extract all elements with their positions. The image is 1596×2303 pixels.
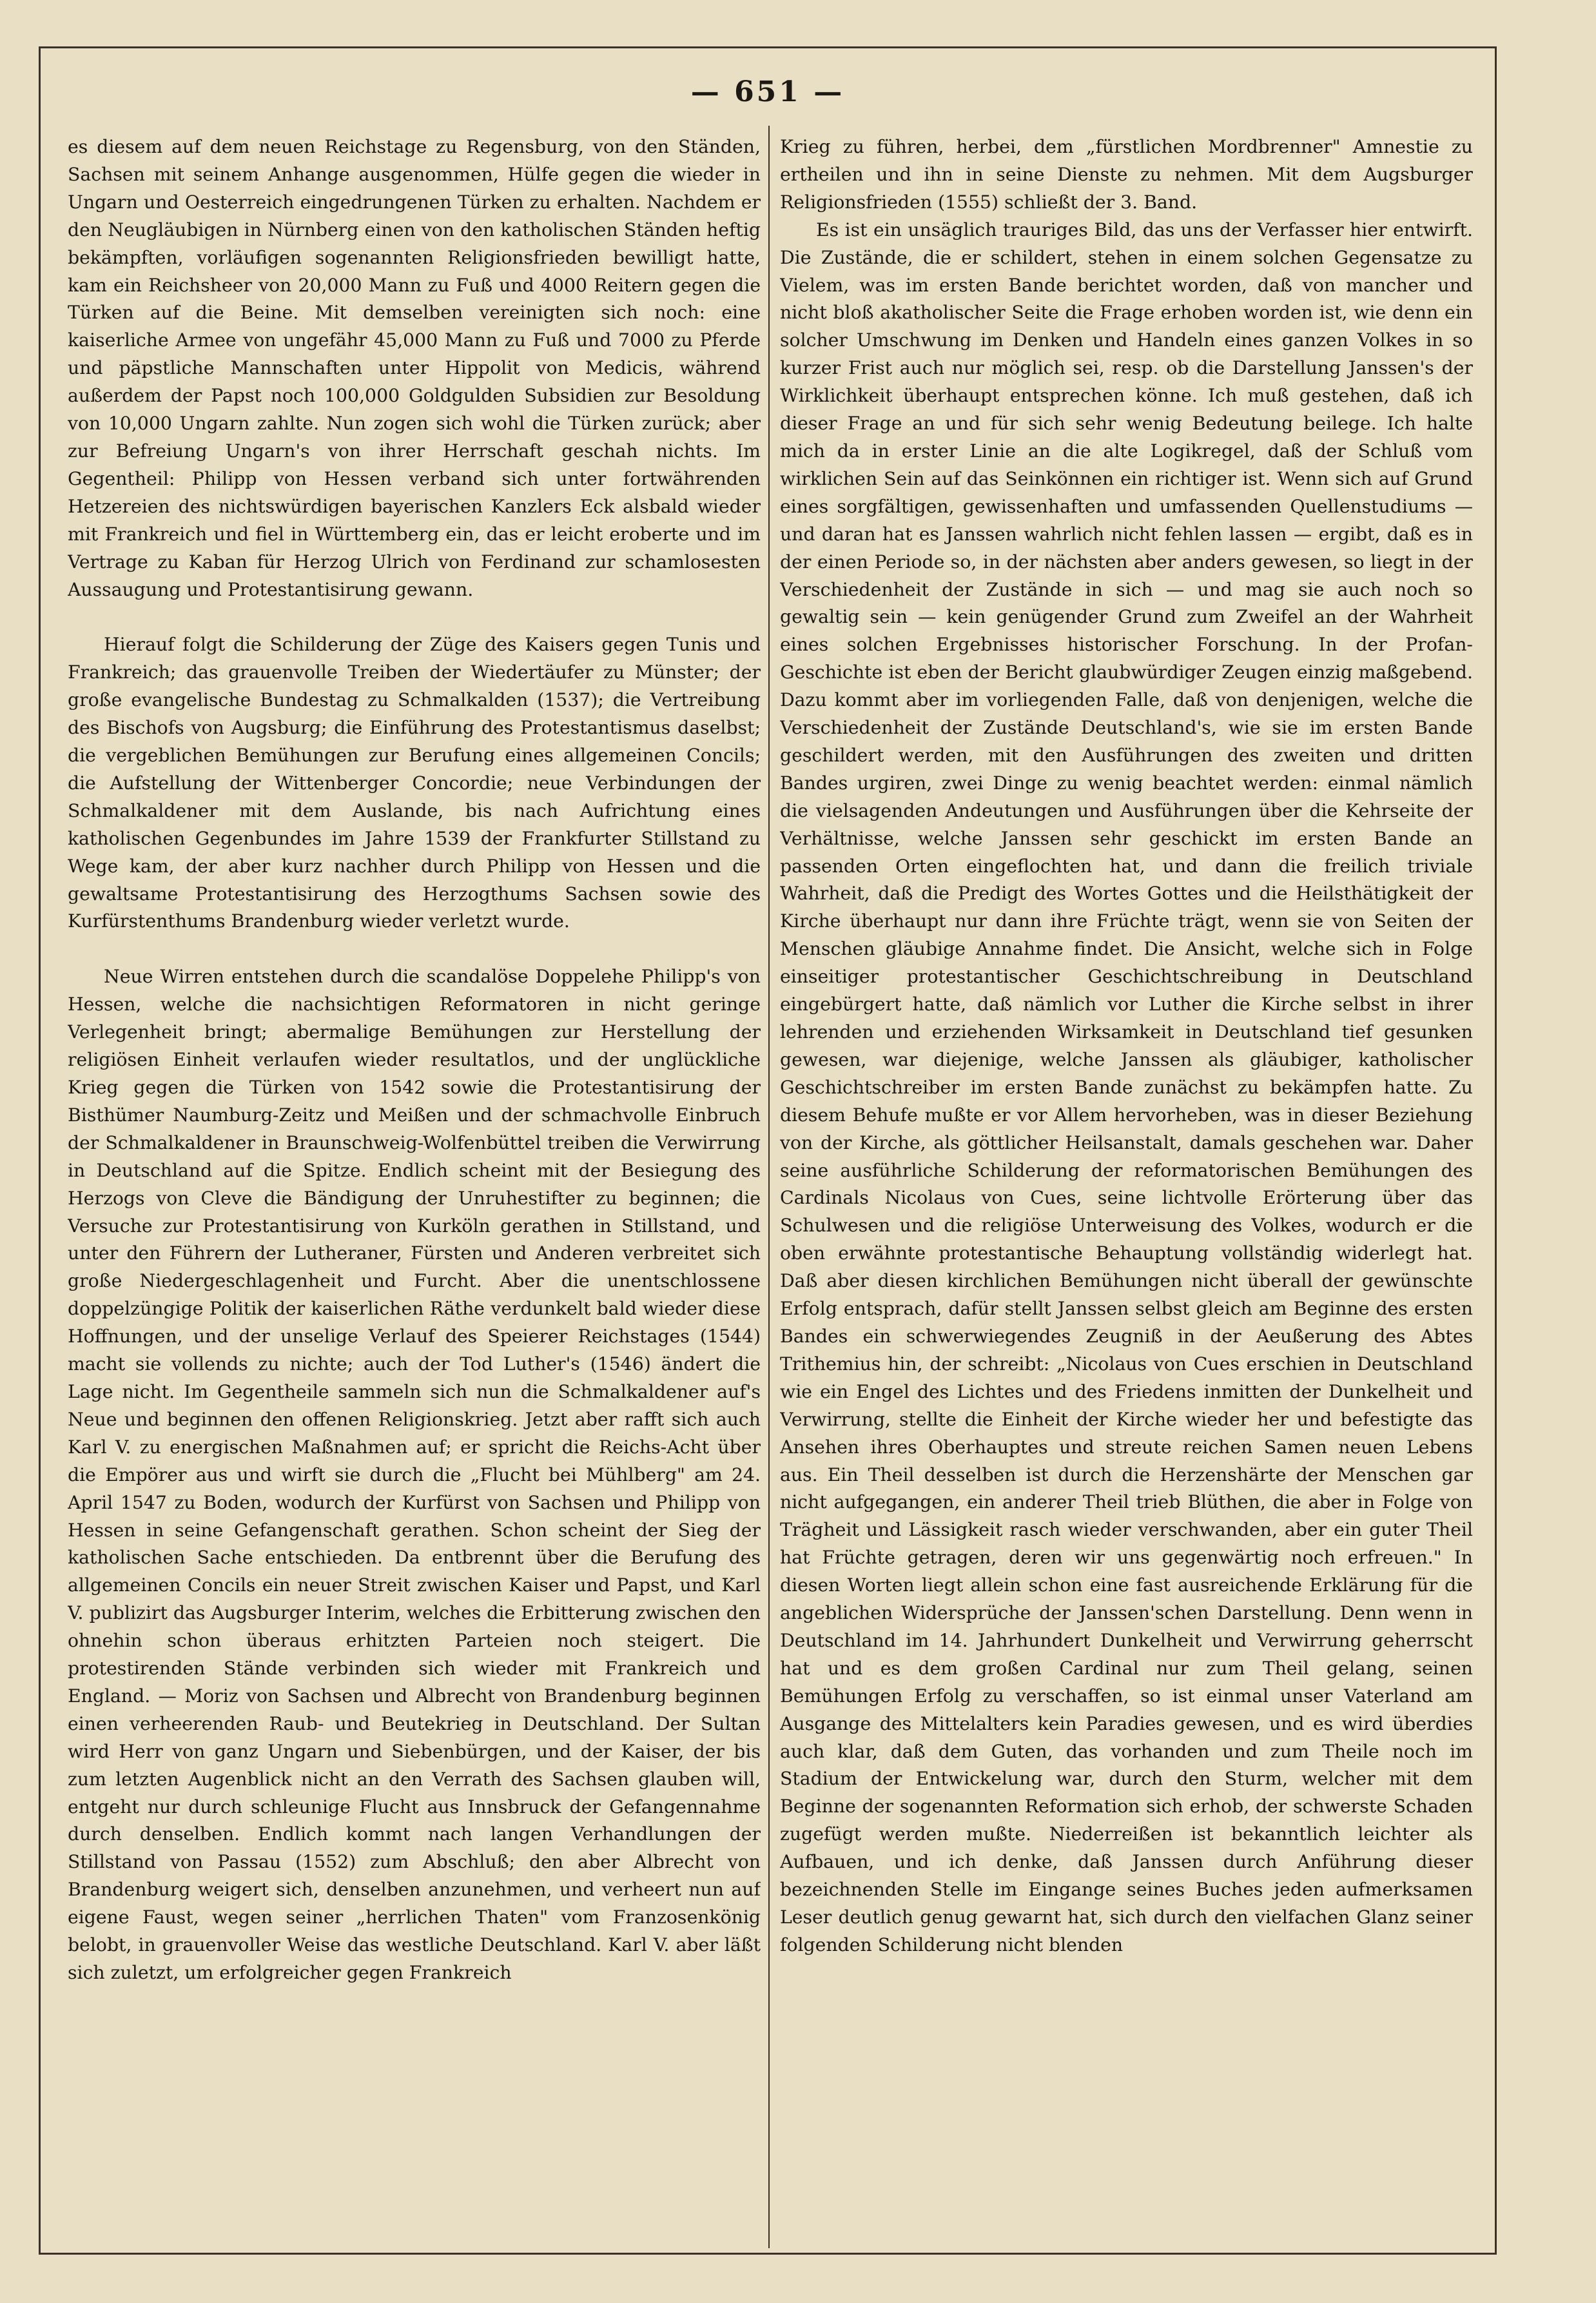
paragraph: Es ist ein unsäglich trauriges Bild, das uns der Verfasser hier entwirft. Die Zustände, die er schildert, stehen in einem solchen Gegensatze zu Vielem, was im ersten Bande berichtet worden, daß von mancher und nicht bloß akatholischer Seite die Frage erhoben worden ist, wie denn ein solcher Umschwung im Denken und Handeln eines ganzen Volkes in so kurzer Frist auch nur möglich sei, resp. ob die Darstellung Janssen's der Wirklichkeit überhaupt entsprechen könne. Ich muß gestehen, daß ich dieser Frage an und für sich sehr wenig Bedeutung beilege. Ich halte mich da in erster Linie an die alte Logikregel, daß der Schluß vom wirklichen Sein auf das Seinkönnen ein richtiger ist. Wenn sich auf Grund eines sorgfältigen, gewissenhaften und umfassenden Quellenstudiums — und daran hat es Janssen wahrlich nicht fehlen lassen — ergibt, daß es in der einen Periode so, in der nächsten aber anders gewesen, so liegt in der Verschiedenheit der Zustände in sich — und mag sie auch noch so gewaltig sein — kein genügender Grund zum Zweifel an der Wahrheit eines solchen Ergebnisses historischer Forschung. In der Profan-Geschichte ist eben der Bericht glaubwürdiger Zeugen einzig maßgebend. Dazu kommt aber im vorliegenden Falle, daß von denjenigen, welche die Verschiedenheit der Zustände Deutschland's, wie sie im ersten Bande geschildert werden, mit den Ausführungen des zweiten und dritten Bandes urgiren, zwei Dinge zu wenig beachtet werden: einmal nämlich die vielsagenden Andeutungen und Ausführungen über die Kehrseite der Verhältnisse, welche Janssen sehr geschickt im ersten Bande an passenden Orten eingeflochten hat, und dann die freilich triviale Wahrheit, daß die Predigt des Wortes Gottes und die Heilsthätigkeit der Kirche überhaupt nur dann ihre Früchte trägt, wenn sie von Seiten der Menschen gläubige Annahme findet. Die Ansicht, welche sich in Folge einseitiger protestantischer Geschichtschreibung in Deutschland eingebürgert hatte, daß nämlich vor Luther die Kirche selbst in ihrer lehrenden und erziehenden Wirksamkeit in Deutschland tief gesunken gewesen, war diejenige, welche Janssen als gläubiger, katholischer Geschichtschreiber im ersten Bande zunächst zu bekämpfen hatte. Zu diesem Behufe mußte er vor Allem hervorheben, was in dieser Beziehung von der Kirche, als göttlicher Heilsanstalt, damals geschehen war. Daher seine ausführliche Schilderung der reformatorischen Bemühungen des Cardinals Nicolaus von Cues, seine lichtvolle Erörterung über das Schulwesen und die religiöse Unterweisung des Volkes, wodurch er die oben erwähnte protestantische Behauptung vollständig widerlegt hat. Daß aber diesen kirchlichen Bemühungen nicht überall der gewünschte Erfolg entsprach, dafür stellt Janssen selbst gleich am Beginne des ersten Bandes ein schwerwiegendes Zeugniß in der Aeußerung des Abtes Trithemius hin, der schreibt: „Nicolaus von Cues erschien in Deutschland wie ein Engel des Lichtes und des Friedens inmitten der Dunkelheit und Verwirrung, stellte die Einheit der Kirche wieder her und befestigte das Ansehen ihres Oberhauptes und streute reichen Samen neuen Lebens aus. Ein Theil desselben ist durch die Herzenshärte der Menschen gar nicht aufgegangen, ein anderer Theil trieb Blüthen, die aber in Folge von Trägheit und Lässigkeit rasch wieder verschwanden, aber ein guter Theil hat Früchte getragen, deren wir uns gegenwärtig noch erfreuen." In diesen Worten liegt allein schon eine fast ausreichende Erklärung für die angeblichen Widersprüche der Janssen'schen Darstellung. Denn wenn in Deutschland im 14. Jahrhundert Dunkelheit und Verwirrung geherrscht hat und es dem großen Cardinal nur zum Theil gelang, seinen Bemühungen Erfolg zu verschaffen, so ist einmal unser Vaterland am Ausgange des Mittelalters kein Paradies gewesen, und es wird überdies auch klar, daß dem Guten, das vorhanden und zum Theile noch im Stadium der Entwickelung war, durch den Sturm, welcher mit dem Beginne der sogenannten Reformation sich erhob, der schwerste Schaden zugefügt werden mußte. Niederreißen ist bekanntlich leichter als Aufbauen, und ich denke, daß Janssen durch Anführung dieser bezeichnenden Stelle im Eingange seines Buches jeden aufmerksamen Leser deutlich genug gewarnt hat, sich durch den vielfachen Glanz seiner folgenden Schilderung nicht blenden: [780, 219, 1473, 1955]
paragraph: es diesem auf dem neuen Reichstage zu Regensburg, von den Ständen, Sachsen mit seinem Anhange ausgenommen, Hülfe gegen die wieder in Ungarn und Oesterreich eingedrungenen Türken zu erhalten. Nachdem er den Neugläubigen in Nürnberg einen von den katholischen Ständen heftig bekämpften, vorläufigen sogenannten Religionsfrieden bewilligt hatte, kam ein Reichsheer von 20,000 Mann zu Fuß und 4000 Reitern gegen die Türken auf die Beine. Mit demselben vereinigten sich noch: eine kaiserliche Armee von ungefähr 45,000 Mann zu Fuß und 7000 zu Pferde und päpstliche Mannschaften unter Hippolit von Medicis, während außerdem der Papst noch 100,000 Goldgulden Subsidien zur Besoldung von 10,000 Ungarn zahlte. Nun zogen sich wohl die Türken zurück; aber zur Befreiung Ungarn's von ihrer Herrschaft geschah nichts. Im Gegentheil: Philipp von Hessen verband sich unter fortwährenden Hetzereien des nichtswürdigen bayerischen Kanzlers Eck alsbald wieder mit Frankreich und fiel in Württemberg ein, das er leicht eroberte und im Vertrage zu Kaban für Herzog Ulrich von Ferdinand zur schamlosesten Aussaugung und Protestantisirung gewann.: [68, 136, 761, 600]
paragraph: Krieg zu führen, herbei, dem „fürstlichen Mordbrenner" Amnestie zu ertheilen und ihn in seine Dienste zu nehmen. Mit dem Augsburger Religionsfrieden (1555) schließt der 3. Band.: [780, 136, 1473, 213]
left-column: [68, 133, 761, 2242]
page-number: — 651 —: [690, 75, 845, 108]
paragraph: Hierauf folgt die Schilderung der Züge des Kaisers gegen Tunis und Frankreich; das grauenvolle Treiben der Wiedertäufer zu Münster; der große evangelische Bundestag zu Schmalkalden (1537); die Vertreibung des Bischofs von Augsburg; die Einführung des Protestantismus daselbst; die vergeblichen Bemühungen zur Berufung eines allgemeinen Concils; die Aufstellung der Wittenberger Concordie; neue Verbindungen der Schmalkaldener mit dem Auslande, bis nach Aufrichtung eines katholischen Gegenbundes im Jahre 1539 der Frankfurter Stillstand zu Wege kam, der aber kurz nachher durch Philipp von Hessen und die gewaltsame Protestantisirung des Herzogthums Sachsen sowie des Kurfürstenthums Brandenburg wieder verletzt wurde.: [68, 634, 761, 932]
newspaper-page: [39, 46, 1497, 2255]
paragraph: Neue Wirren entstehen durch die scandalöse Doppelehe Philipp's von Hessen, welche die nachsichtigen Reformatoren in nicht geringe Verlegenheit bringt; abermalige Bemühungen zur Herstellung der religiösen Einheit verlaufen wieder resultatlos, und der unglückliche Krieg gegen die Türken von 1542 sowie die Protestantisirung der Bisthümer Naumburg-Zeitz und Meißen und der schmachvolle Einbruch der Schmalkaldener in Braunschweig-Wolfenbüttel treiben die Verwirrung in Deutschland auf die Spitze. Endlich scheint mit der Besiegung des Herzogs von Cleve die Bändigung der Unruhestifter zu beginnen; die Versuche zur Protestantisirung von Kurköln gerathen in Stillstand, und unter den Führern der Lutheraner, Fürsten und Anderen verbreitet sich große Niedergeschlagenheit und Furcht. Aber die unentschlossene doppelzüngige Politik der kaiserlichen Räthe verdunkelt bald wieder diese Hoffnungen, und der unselige Verlauf des Speierer Reichstages (1544) macht sie vollends zu nichte; auch der Tod Luther's (1546) ändert die Lage nicht. Im Gegentheile sammeln sich nun die Schmalkaldener auf's Neue und beginnen den offenen Religionskrieg. Jetzt aber rafft sich auch Karl V. zu energischen Maßnahmen auf; er spricht die Reichs-Acht über die Empörer aus und wirft sie durch die „Flucht bei Mühlberg" am 24. April 1547 zu Boden, wodurch der Kurfürst von Sachsen und Philipp von Hessen in seine Gefangenschaft gerathen. Schon scheint der Sieg der katholischen Sache entschieden. Da entbrennt über die Berufung des allgemeinen Concils ein neuer Streit zwischen Kaiser und Papst, und Karl V. publizirt das Augsburger Interim, welches die Erbitterung zwischen den ohnehin schon überaus erhitzten Parteien noch steigert. Die protestirenden Stände verbinden sich wieder mit Frankreich und England. — Moriz von Sachsen und Albrecht von Brandenburg beginnen einen verheerenden Raub- und Beutekrieg in Deutschland. Der Sultan wird Herr von ganz Ungarn und Siebenbürgen, und der Kaiser, der bis zum letzten Augenblick nicht an den Verrath des Sachsen glauben will, entgeht nur durch schleunige Flucht aus Innsbruck der Gefangennahme durch denselben. Endlich kommt nach langen Verhandlungen der Stillstand von Passau (1552) zum Abschluß; den aber Albrecht von Brandenburg weigert sich, denselben anzunehmen, und verheert nun auf eigene Faust, wegen seiner „herrlichen Thaten" vom Franzosenkönig belobt, in grauenvoller Weise das westliche Deutschland. Karl V. aber läßt sich zuletzt, um erfolgreicher gegen Frankreich: [68, 966, 761, 1983]
column-divider: [768, 126, 770, 2248]
right-column: [780, 133, 1473, 2242]
